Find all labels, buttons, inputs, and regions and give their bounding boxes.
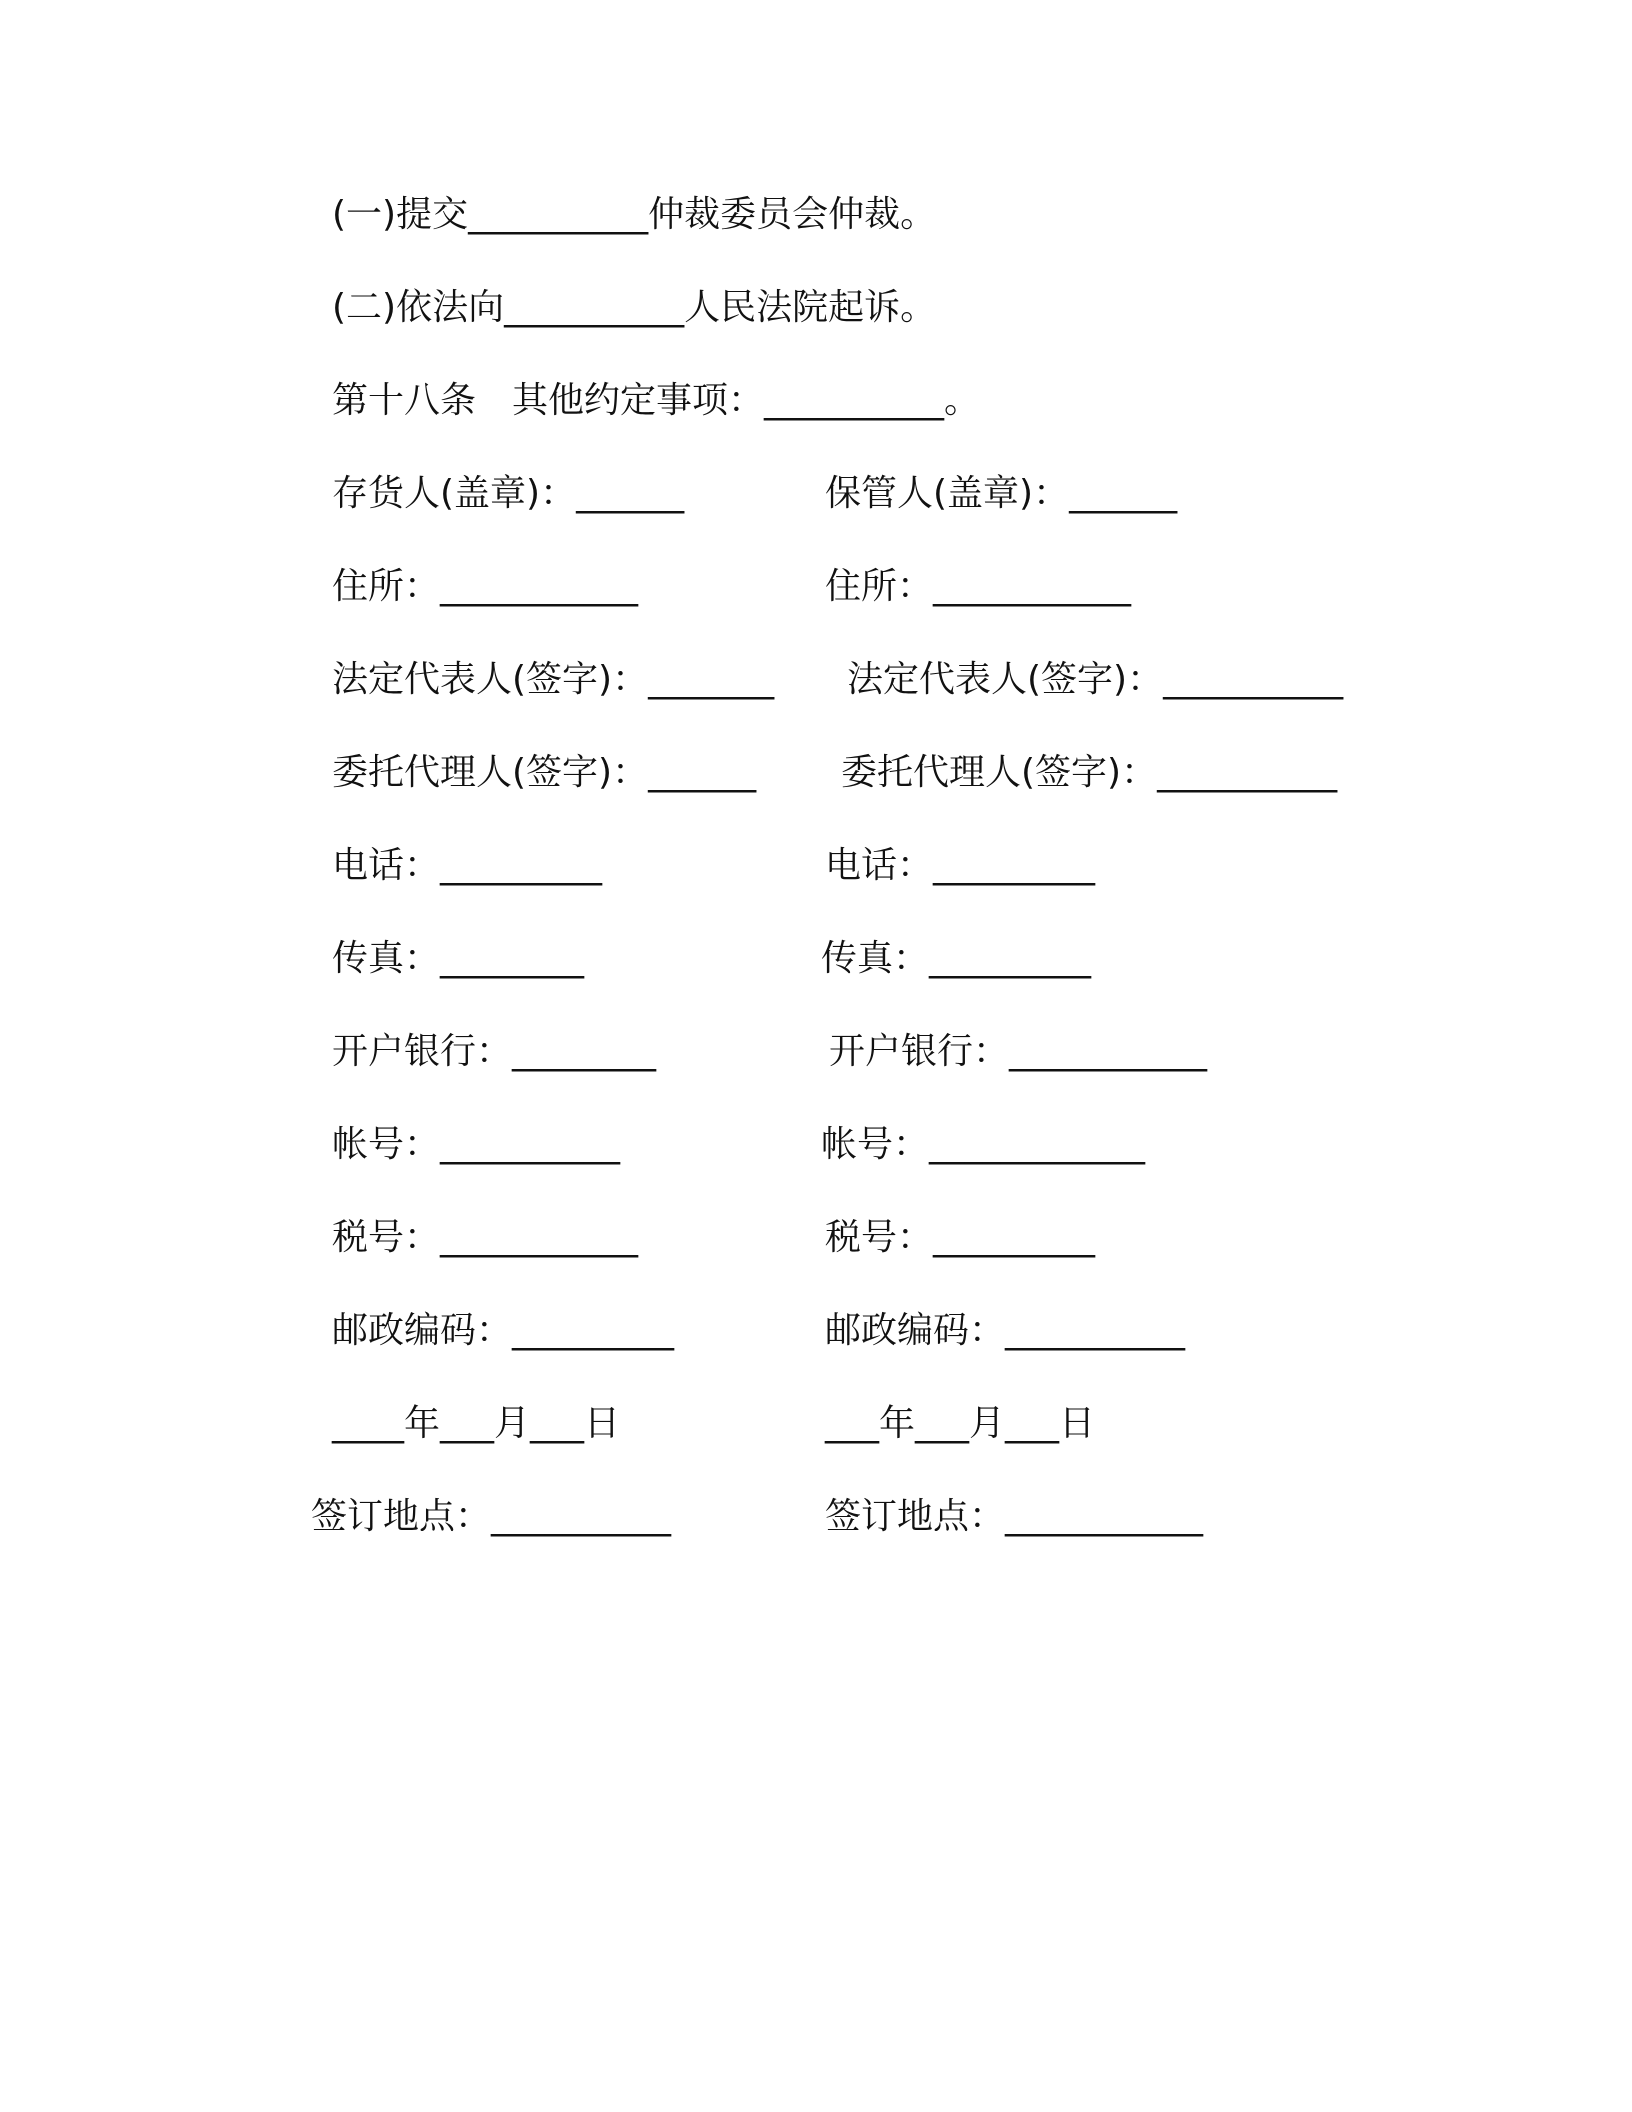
depositor-sign-place: 签订地点：__________ [311, 1496, 672, 1537]
custodian-seal: 保管人(盖章)：______ [825, 473, 1178, 514]
custodian-account: 帐号：____________ [821, 1124, 1146, 1165]
depositor-account: 帐号：__________ [332, 1124, 621, 1165]
custodian-date: ___年___月___日 [825, 1403, 1096, 1444]
depositor-address: 住所：___________ [332, 566, 639, 607]
custodian-agent: 委托代理人(签字)：__________ [841, 752, 1338, 793]
article-18: 第十八条 其他约定事项：__________。 [332, 380, 981, 421]
depositor-seal: 存货人(盖章)：______ [332, 473, 685, 514]
custodian-sign-place: 签订地点：___________ [825, 1496, 1204, 1537]
depositor-tax-no: 税号：___________ [332, 1217, 639, 1258]
custodian-legal-rep: 法定代表人(签字)：__________ [847, 659, 1344, 700]
depositor-fax: 传真：________ [332, 938, 585, 979]
depositor-postcode: 邮政编码：_________ [332, 1310, 675, 1351]
depositor-agent: 委托代理人(签字)：______ [332, 752, 757, 793]
depositor-date: ____年___月___日 [332, 1403, 621, 1444]
custodian-phone: 电话：_________ [825, 845, 1096, 886]
clause-litigation: (二)依法向__________人民法院起诉。 [332, 287, 937, 328]
custodian-bank: 开户银行：___________ [829, 1031, 1208, 1072]
clause-arbitration: (一)提交__________仲裁委员会仲裁。 [332, 194, 937, 235]
depositor-phone: 电话：_________ [332, 845, 603, 886]
depositor-bank: 开户银行：________ [332, 1031, 657, 1072]
custodian-postcode: 邮政编码：__________ [825, 1310, 1186, 1351]
custodian-tax-no: 税号：_________ [825, 1217, 1096, 1258]
custodian-fax: 传真：_________ [821, 938, 1092, 979]
depositor-legal-rep: 法定代表人(签字)：_______ [332, 659, 775, 700]
custodian-address: 住所：___________ [825, 566, 1132, 607]
